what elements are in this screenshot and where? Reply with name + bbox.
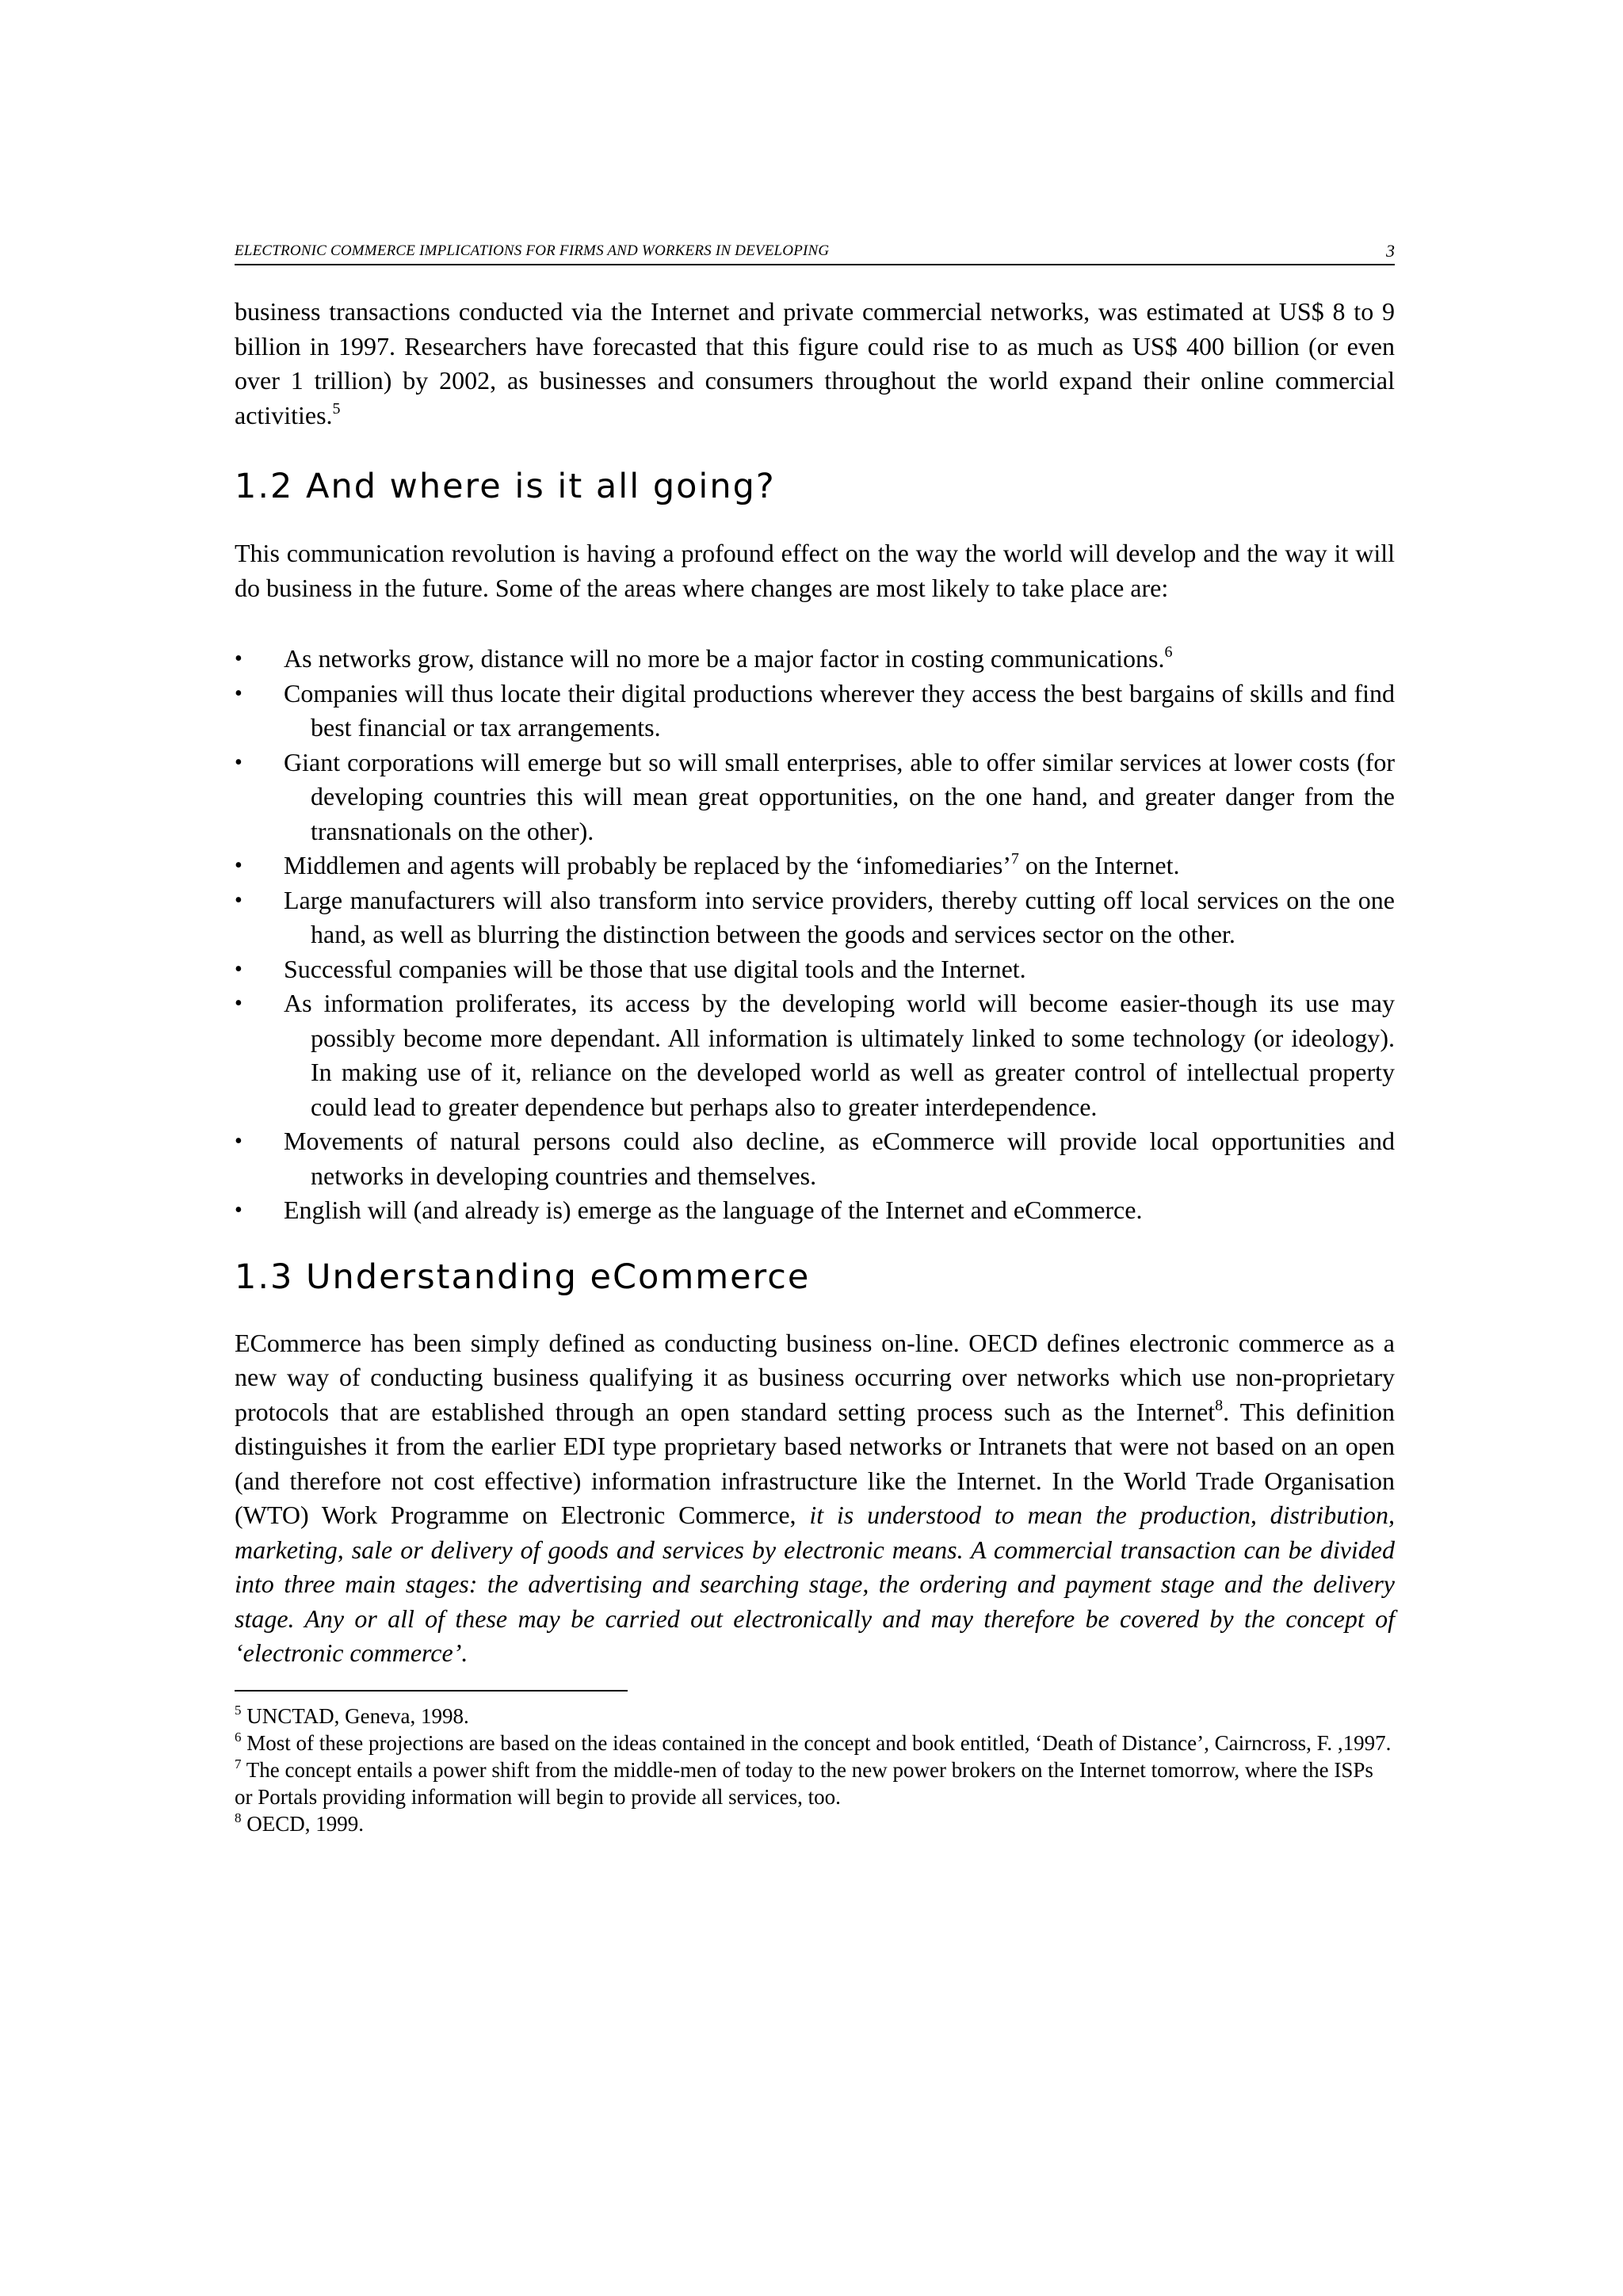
running-header [235,241,1395,265]
bullet-icon: • [235,749,242,775]
list-item-text: Giant corporations will emerge but so will small enterprises, able to offer similar services at lower costs (for developing countries this will mean great opportunities, on the one hand, and greater danger from the transnationals on the other). [284,747,1395,845]
list-item [235,849,1395,883]
footnote-5 [235,1703,1395,1730]
list-item [235,952,1395,987]
section-heading-1-3: 1.3 Understanding eCommerce [235,1257,811,1297]
bullet-icon: • [235,887,242,913]
page-number: 3 [1386,241,1395,261]
intro-paragraph [235,295,1395,433]
footnote-number: 6 [235,1729,242,1745]
list-item-text: Companies will thus locate their digital productions wherever they access the best bargains of skills and find best financial or tax arrangements. [284,678,1395,742]
paragraph-text-part1: ECommerce has been simply defined as conducting business on-line. OECD defines electronic commerce as a new way of conducting business qualifying it as business occurring over networks which use non-proprietary protocols that are established through an open standard setting process such as the Internet [235,1328,1395,1426]
bullet-icon: • [235,646,242,671]
section-heading-1-2: 1.2 And where is it all going? [235,467,776,506]
footnote-8 [235,1810,1395,1837]
list-item-text: English will (and already is) emerge as the language of the Internet and eCommerce. [284,1196,1143,1224]
footnote-6 [235,1730,1395,1756]
footnote-ref-5: 5 [332,399,341,418]
footnotes [235,1703,1395,1837]
list-item [235,883,1395,952]
list-item-text-end: on the Internet. [1018,851,1180,879]
running-header-title: ELECTRONIC COMMERCE IMPLICATIONS FOR FIRMS AND WORKERS IN DEVELOPING [235,242,830,259]
footnote-number: 5 [235,1702,242,1718]
footnote-text: Most of these projections are based on the ideas contained in the concept and book entitled, ‘Death of Distance’, Cairncross, F. ,1997. [246,1730,1392,1755]
footnote-number: 7 [235,1756,242,1772]
intro-paragraph-text: business transactions conducted via the Internet and private commercial networks, was estimated at US$ 8 to 9 billion in 1997. Researchers have forecasted that this figure could rise to as much as US$ 400 billion (or even over 1 trillion) by 2002, as businesses and consumers throughout the world expand their online commercial activities. [235,297,1395,429]
bullet-icon: • [235,1198,242,1222]
list-item [235,677,1395,746]
footnote-number: 8 [235,1810,242,1825]
footnote-text: The concept entails a power shift from the middle-men of today to the new power brokers on the Internet tomorrow, where the ISPs or Portals providing information will begin to provide all services, too. [235,1757,1373,1809]
footnote-divider [235,1690,628,1691]
bullet-icon: • [235,991,242,1016]
footnote-ref-6: 6 [1164,643,1173,661]
footnote-text: OECD, 1999. [246,1811,364,1836]
list-item-text: Middlemen and agents will probably be replaced by the ‘infomediaries’ [284,851,1011,879]
list-item-text: As networks grow, distance will no more be a major factor in costing communications. [284,644,1165,673]
page-body [235,295,1395,1837]
list-item [235,1124,1395,1193]
paragraph-text-part2: . This definition distinguishes it from the earlier EDI type proprietary based networks or Intranets that were not based on an open (and therefore not cost effective) information infrastructure like the Internet. In the World Trade Organisation (WTO) Work Programme on Electronic Commerce, [235,1397,1396,1529]
list-item-text: Movements of natural persons could also decline, as eCommerce will provide local opportunities and networks in developing countries and themselves. [284,1127,1395,1190]
list-item [235,986,1395,1124]
bullet-icon: • [235,853,242,878]
footnote-7 [235,1756,1395,1810]
bullet-icon: • [235,1129,242,1154]
section-1-2-paragraph: This communication revolution is having a profound effect on the way the world will develop and the way it will do business in the future. Some of the areas where changes are most likely to take place are: [235,539,1395,602]
wto-definition-italic: it is understood to mean the production, distribution, marketing, sale or delivery of goods and services by electronic means. A commercial transaction can be divided into three main stages: the advertising and searching stage, the ordering and payment stage and the delivery stage. Any or all of these may be carried out electronically and may therefore be covered by the concept of ‘electronic commerce’. [235,1501,1396,1667]
bullet-icon: • [235,681,242,706]
list-item-text: Large manufacturers will also transform into service providers, thereby cutting off local services on the one hand, as well as blurring the distinction between the goods and services sector on the other. [284,885,1395,948]
bullet-list [235,642,1395,1228]
list-item-text: As information proliferates, its access by the developing world will become easier-though its use may possibly become more dependant. All information is ultimately linked to some technology (or ideology). In making use of it, reliance on the developed world as well as greater control of intellectual property could lead to greater dependence but perhaps also to greater interdependence. [284,989,1395,1121]
footnote-ref-7: 7 [1010,850,1019,868]
list-item [235,746,1395,849]
section-1-3-paragraph [235,1326,1395,1671]
footnote-ref-8: 8 [1215,1396,1224,1414]
bullet-icon: • [235,956,242,982]
list-item-text: Successful companies will be those that use digital tools and the Internet. [284,954,1026,983]
list-item [235,642,1395,677]
footnote-text: UNCTAD, Geneva, 1998. [246,1703,469,1728]
list-item [235,1193,1395,1228]
